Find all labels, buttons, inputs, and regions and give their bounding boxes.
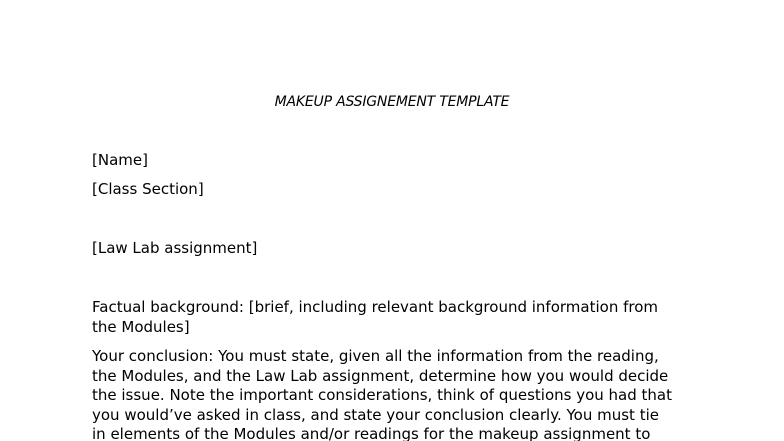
factual-background-paragraph [92, 298, 702, 337]
conclusion-line: you would’ve asked in class, and state your conclusion clearly. You must tie [92, 405, 659, 424]
document-title: MAKEUP ASSIGNEMENT TEMPLATE [274, 94, 510, 110]
conclusion-paragraph [92, 347, 702, 441]
law-lab-assignment-placeholder: [Law Lab assignment] [92, 239, 258, 257]
conclusion-line: Your conclusion: You must state, given all the information from the reading, [92, 347, 659, 365]
conclusion-line: in elements of the Modules and/or readings for the makeup assignment to [92, 425, 651, 441]
class-section-placeholder: [Class Section] [92, 180, 204, 198]
name-placeholder: [Name] [92, 151, 148, 169]
factual-background-line: Factual background: [brief, including relevant background information from [92, 298, 659, 316]
conclusion-line: the Modules, and the Law Lab assignment, determine how you would decide [92, 366, 669, 385]
conclusion-line: the issue. Note the important considerations, think of questions you had that [92, 386, 673, 404]
factual-background-line: the Modules] [92, 317, 190, 336]
